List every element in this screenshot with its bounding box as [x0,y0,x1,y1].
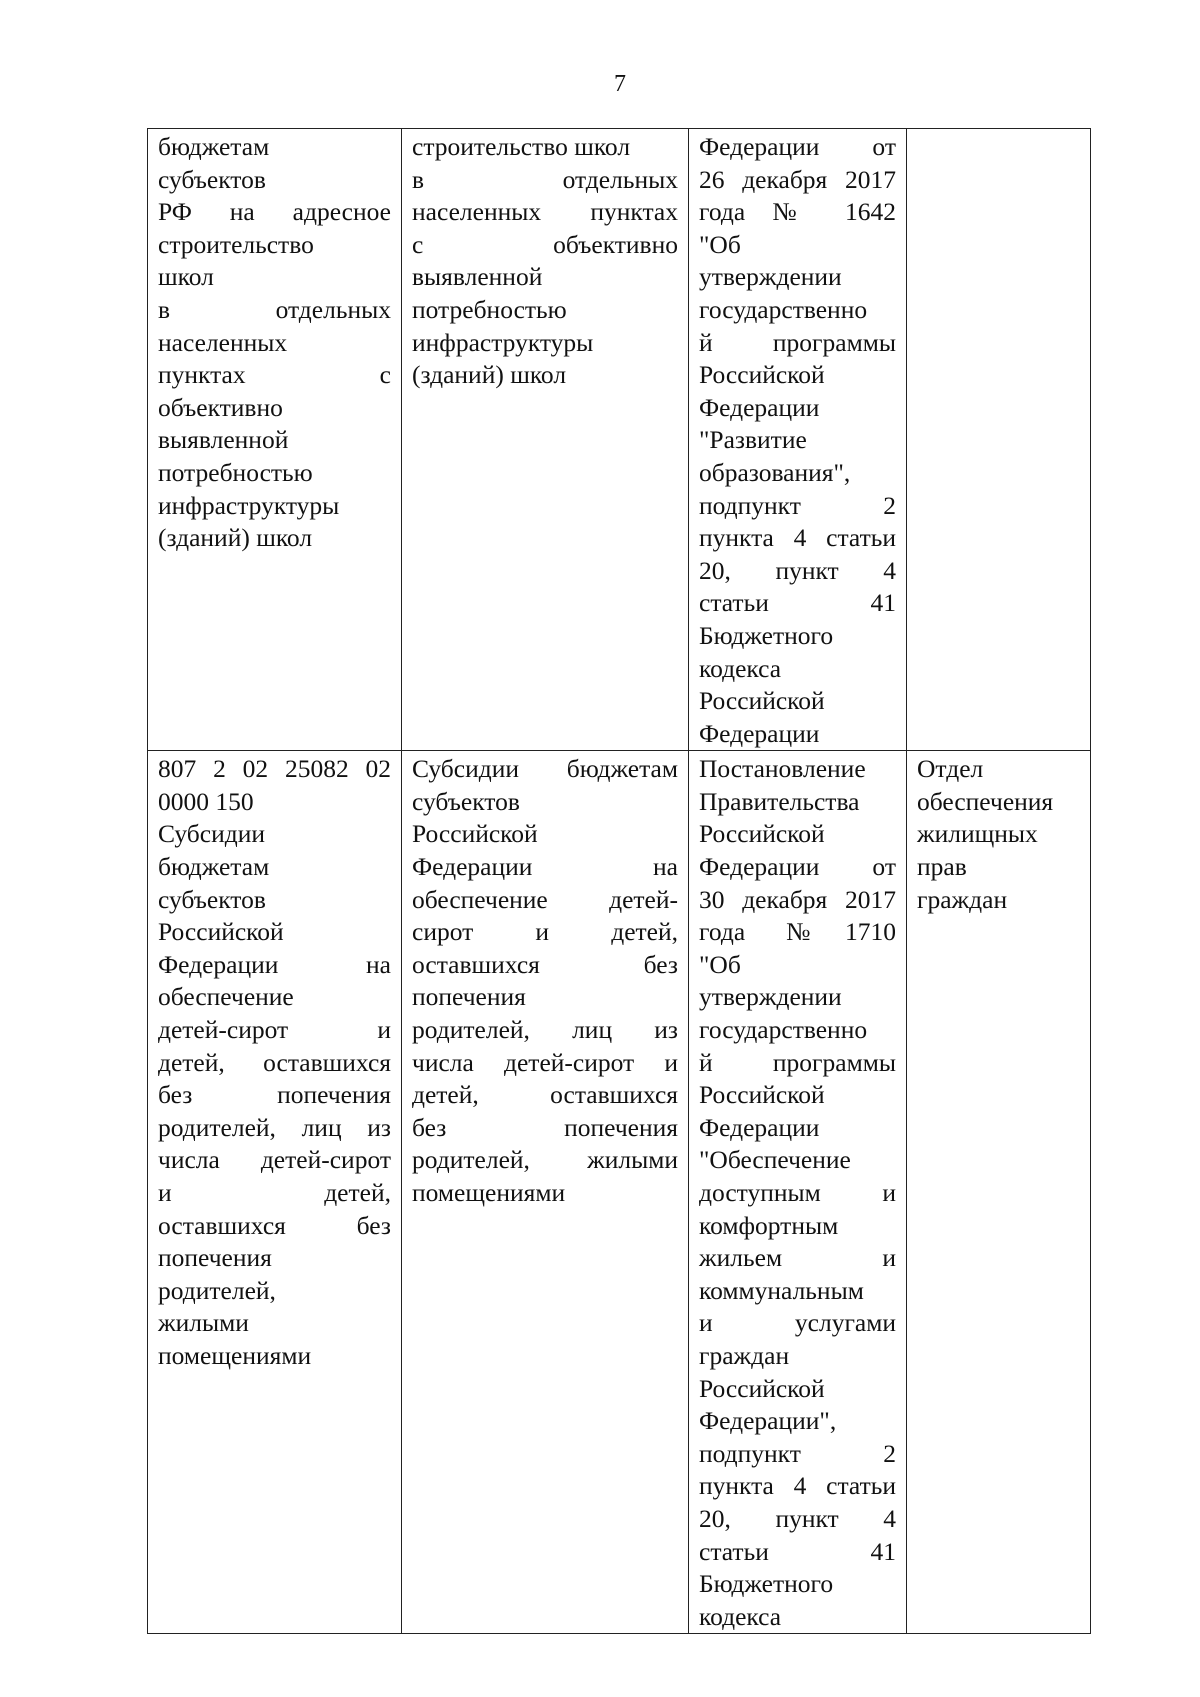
cell-text-line: родителей, [158,1275,276,1305]
cell-text-line: помещениями [158,1340,312,1370]
cell-text-line: потребностью [412,294,567,324]
page-number: 7 [614,71,626,97]
cell-description [402,129,689,751]
cell-text-line: Российской [412,819,538,849]
cell-text-line: и детей, [158,1178,391,1207]
cell-text-line: субъектов [158,164,266,194]
cell-text-line: бюджетам [158,132,270,161]
cell-text-line: субъектов [412,786,520,816]
cell-text-line: попечения [412,982,526,1012]
cell-text-line: 26 декабря 2017 [699,164,896,194]
cell-text-line: инфраструктуры [412,327,594,357]
cell-text-line: (зданий) школ [412,360,567,390]
cell-text-line: инфраструктуры [158,490,340,520]
cell-text-line: потребностью [158,457,313,487]
cell-text-line: Субсидии бюджетам [412,754,678,784]
cell-text-line: "Обеспечение [699,1145,851,1175]
cell-text-line: Федерации от [699,852,896,882]
cell-text-line: обеспечение [158,982,294,1012]
cell-text-line: 0000 150 [158,786,254,816]
cell-text-line: "Об [699,229,741,259]
cell-text-line: населенных [158,327,288,357]
cell-text-line: детей-сирот и [158,1015,391,1045]
table-row [148,751,1091,1634]
cell-text-line: бюджетам [158,852,270,882]
cell-text-line: родителей, лиц из [158,1112,391,1142]
cell-text-line: года № 1642 [699,197,896,227]
cell-text-line: населенных пунктах [412,197,678,227]
cell-text-line: Федерации", [699,1406,837,1436]
cell-text-line: статьи 41 [699,1536,896,1566]
cell-text-line: детей, оставшихся [158,1047,391,1077]
cell-text-line: (зданий) школ [158,523,313,553]
cell-text-line: числа детей-сирот и [412,1047,678,1077]
cell-text-line: Федерации от [699,132,896,161]
cell-text-line: утверждении [699,262,842,292]
cell-text-line: й программы [699,327,896,357]
cell-text-line: пунктах с [158,360,391,390]
cell-text-line: родителей, жилыми [412,1145,678,1175]
cell-text-line: в отдельных [158,294,391,324]
cell-text-line: объективно [158,392,283,422]
cell-text-line: кодекса [699,1601,782,1631]
cell-text-line: Правительства [699,786,860,816]
cell-text-line: школ [158,262,214,292]
cell-text-line: помещениями [412,1178,566,1207]
cell-text-line: коммунальным [699,1275,864,1305]
cell-text-line: жилыми [158,1308,249,1338]
cell-text-line: прав [917,852,967,882]
cell-text-line: Субсидии [158,819,265,849]
cell-text-line: с объективно [412,229,678,259]
cell-text-line: "Развитие [699,425,807,455]
cell-text-line: образования", [699,457,851,487]
cell-text-line: и услугами [699,1308,896,1338]
cell-text-line: сирот и детей, [412,917,678,947]
cell-text-line: государственно [699,1015,868,1045]
cell-text-line: попечения [158,1243,272,1273]
cell-text-line: обеспечения [917,786,1054,816]
cell-text-line: й программы [699,1047,896,1077]
cell-text-line: жилищных [917,819,1038,849]
cell-text-line: строительство [158,229,314,259]
cell-text-line: граждан [917,884,1008,914]
cell-text-line: выявленной [412,262,543,292]
cell-department [907,751,1091,1634]
cell-legal-basis [689,129,907,751]
cell-text-line: Российской [699,1373,825,1403]
cell-text-line: субъектов [158,884,266,914]
cell-text-line: доступным и [699,1178,896,1207]
cell-text-line: 807 2 02 25082 02 [158,754,391,784]
cell-text-line: Российской [699,686,825,716]
cell-text-line: Отдел [917,754,984,784]
cell-text-line: Федерации [699,1112,820,1142]
cell-text-line: 30 декабря 2017 [699,884,896,914]
document-table [147,128,1091,1634]
cell-text-line: Федерации [699,392,820,422]
cell-text-line: Бюджетного [699,1569,834,1599]
cell-text-line: строительство школ [412,132,631,161]
cell-text-line: кодекса [699,653,782,683]
cell-text-line: Федерации [699,718,820,748]
cell-text-line: детей, оставшихся [412,1080,678,1110]
cell-text-line: утверждении [699,982,842,1012]
cell-text-line: пункта 4 статьи [699,1471,896,1501]
cell-text-line: 20, пункт 4 [699,1503,896,1533]
table-body [148,129,1091,1634]
cell-text-line: Российской [699,1080,825,1110]
cell-text-line: РФ на адресное [158,197,391,227]
cell-text-line: выявленной [158,425,289,455]
cell-text-line: жильем и [699,1243,896,1273]
cell-text-line: Федерации на [158,949,391,979]
cell-text-line: Постановление [699,754,866,784]
cell-text-line: пункта 4 статьи [699,523,896,553]
cell-text-line: граждан [699,1340,790,1370]
cell-text-line: обеспечение детей- [412,884,678,914]
cell-text-line: "Об [699,949,741,979]
cell-text-line: без попечения [158,1080,391,1110]
cell-department [907,129,1091,751]
cell-description [402,751,689,1634]
cell-text-line: Федерации на [412,852,678,882]
cell-text-line: родителей, лиц из [412,1015,678,1045]
cell-text-line: Российской [699,360,825,390]
cell-text-line: подпункт 2 [699,490,896,520]
cell-legal-basis [689,751,907,1634]
cell-text-line: подпункт 2 [699,1438,896,1468]
cell-text-line: 20, пункт 4 [699,555,896,585]
cell-code-description [148,129,402,751]
cell-text-line: оставшихся без [158,1210,391,1240]
cell-text-line: комфортным [699,1210,839,1240]
cell-text-line: без попечения [412,1112,678,1142]
cell-text-line: статьи 41 [699,588,896,618]
cell-text-line: оставшихся без [412,949,678,979]
cell-text-line: числа детей-сирот [158,1145,391,1175]
cell-text-line: Бюджетного [699,620,834,650]
table-row [148,129,1091,751]
cell-text-line: года №1710 [699,917,896,947]
cell-text-line: в отдельных [412,164,678,194]
cell-text-line: государственно [699,294,868,324]
cell-text-line: Российской [699,819,825,849]
cell-text-line: Российской [158,917,284,947]
cell-code-description [148,751,402,1634]
